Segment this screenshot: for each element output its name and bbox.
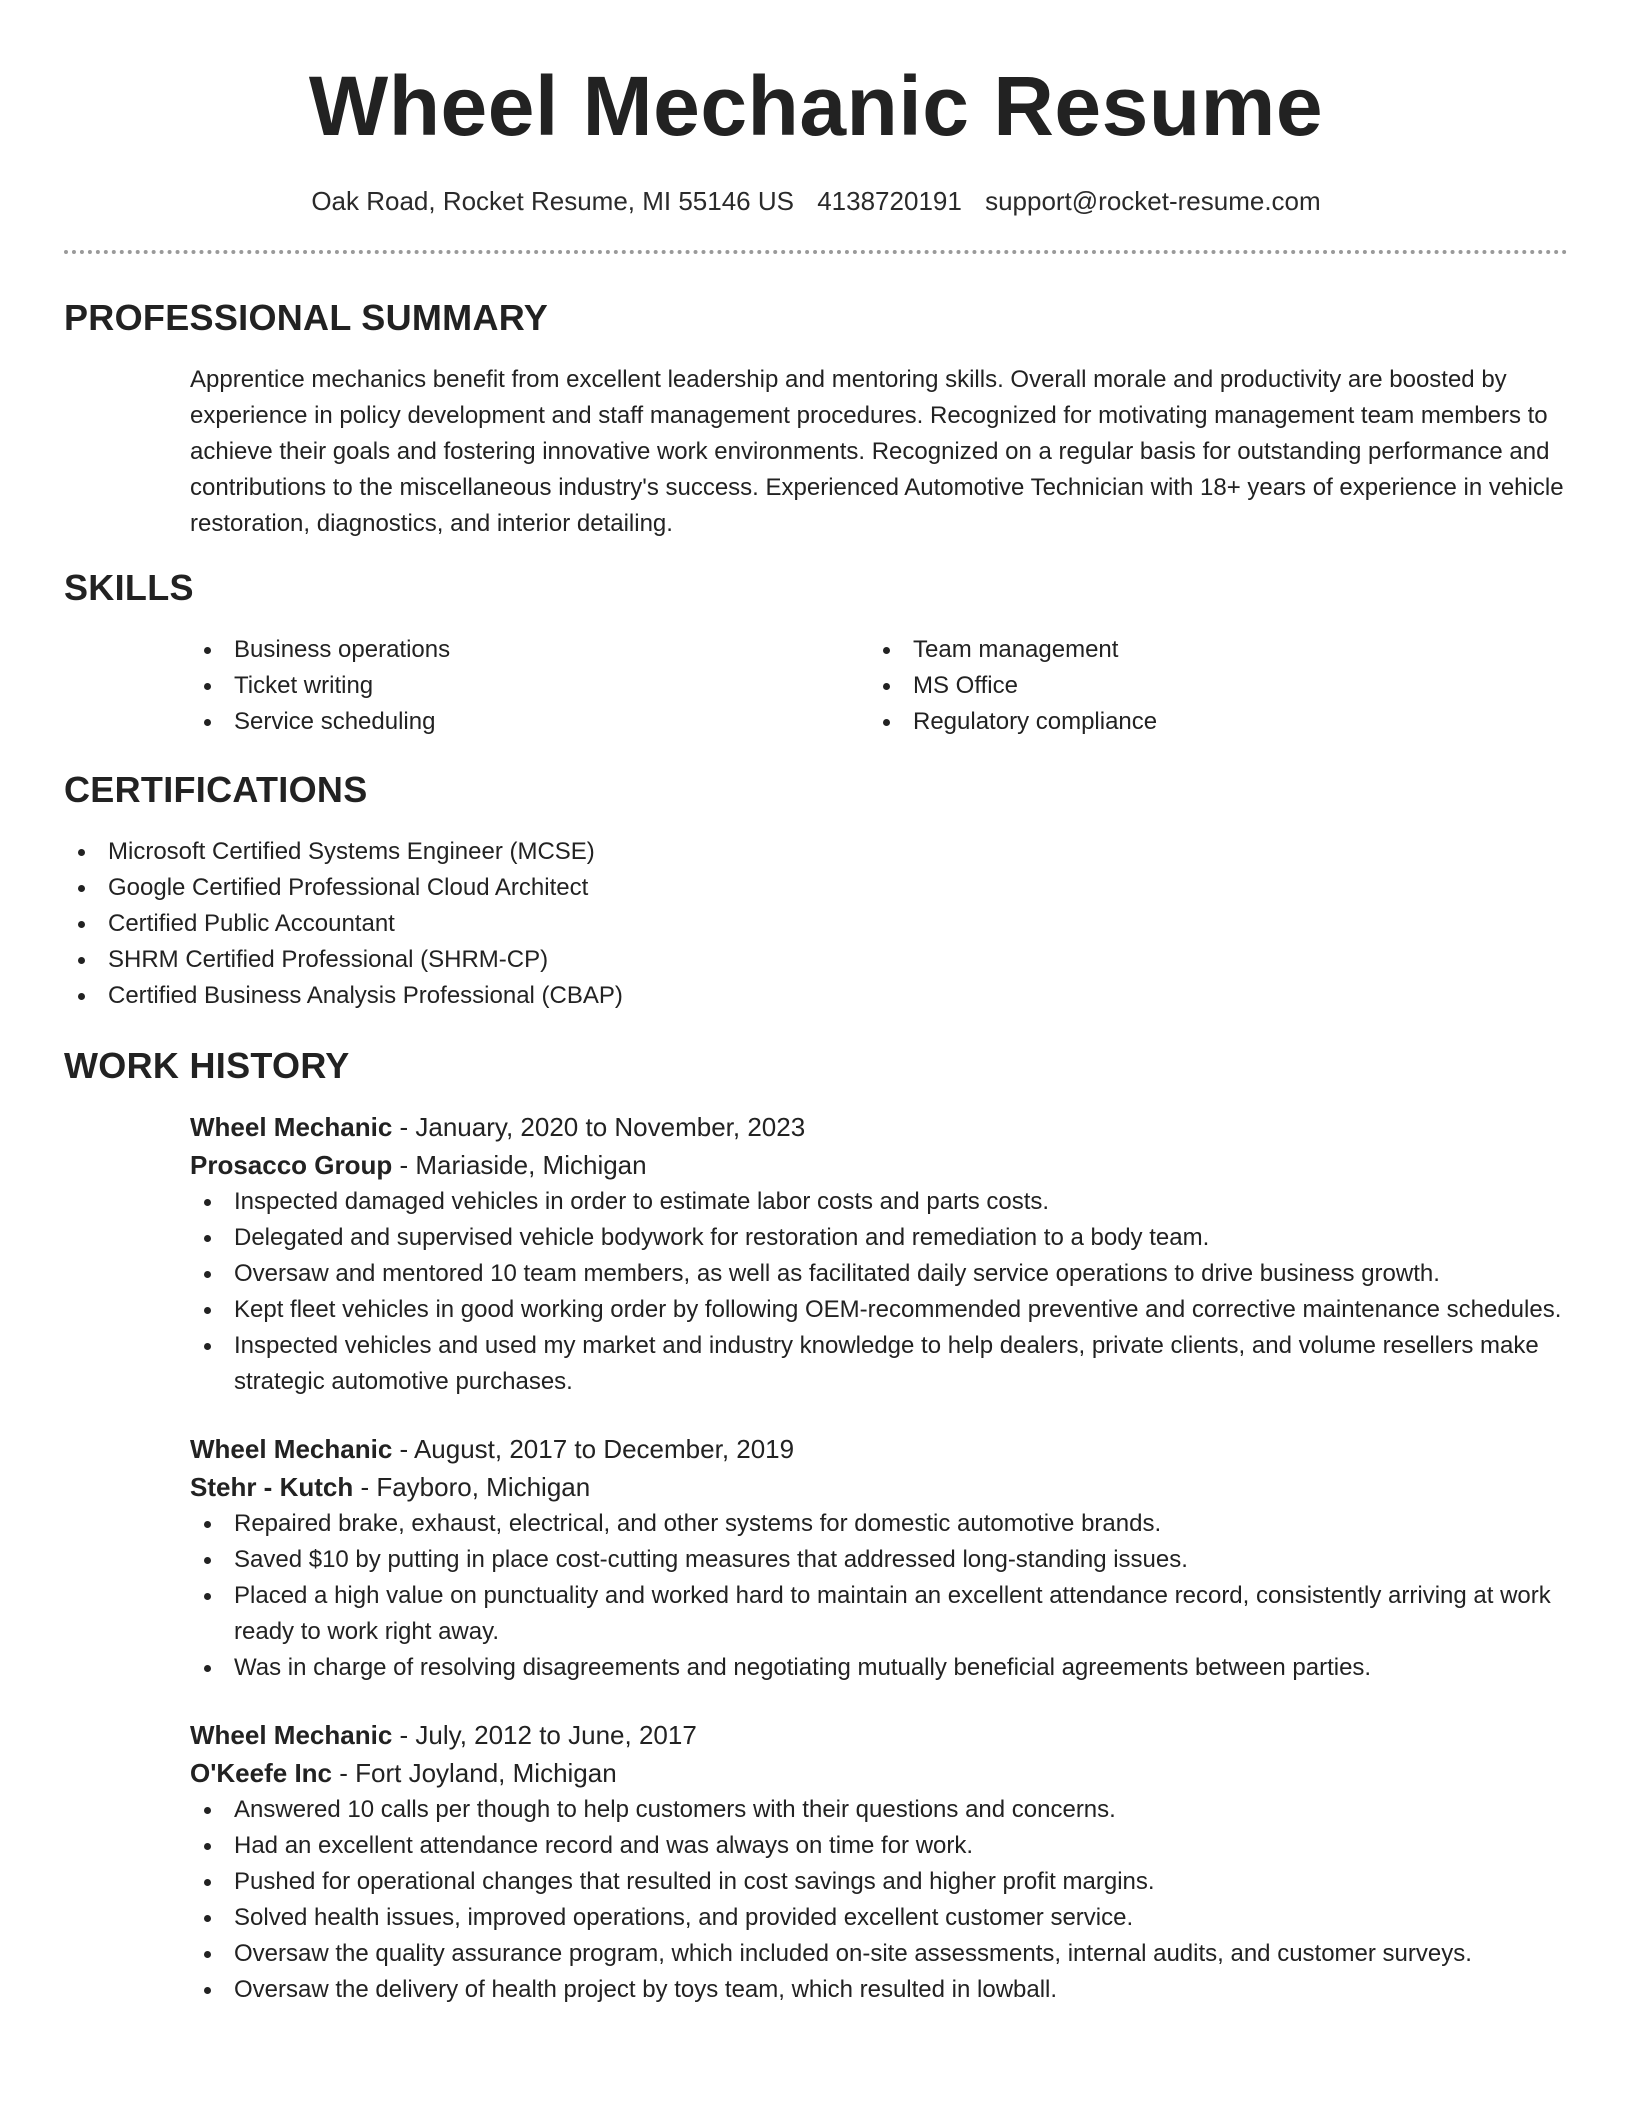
job-bullet: Delegated and supervised vehicle bodywork for restoration and remediation to a body team. <box>190 1220 1568 1256</box>
skill-item: Team management <box>869 632 1548 668</box>
resume-title: Wheel Mechanic Resume <box>308 59 1324 153</box>
jobs-container <box>190 1108 1568 2008</box>
skill-item: Service scheduling <box>190 704 869 740</box>
contact-phone: 4138720191 <box>817 186 962 216</box>
job-entry <box>190 1430 1568 1686</box>
certification-item: Google Certified Professional Cloud Architect <box>64 870 1568 906</box>
skills-column-left <box>190 632 869 740</box>
certifications-heading: CERTIFICATIONS <box>64 769 368 810</box>
skills-section <box>64 566 1568 740</box>
certification-item: Certified Public Accountant <box>64 906 1568 942</box>
job-title: Wheel Mechanic <box>190 1112 393 1142</box>
job-bullet: Had an excellent attendance record and was always on time for work. <box>190 1828 1568 1864</box>
resume-page <box>64 0 1568 2003</box>
certifications-list <box>64 834 1568 1014</box>
job-entry <box>190 1716 1568 2008</box>
certification-item: Microsoft Certified Systems Engineer (MCSE) <box>64 834 1568 870</box>
job-bullet: Answered 10 calls per though to help customers with their questions and concerns. <box>190 1792 1568 1828</box>
job-bullet: Oversaw the quality assurance program, which included on-site assessments, internal audits, and customer surveys. <box>190 1936 1568 1972</box>
job-company-line <box>190 1468 1568 1506</box>
job-bullet: Saved $10 by putting in place cost-cutting measures that addressed long-standing issues. <box>190 1542 1568 1578</box>
job-bullet: Placed a high value on punctuality and worked hard to maintain an excellent attendance record, consistently arriving at work ready to work right away. <box>190 1578 1568 1650</box>
certification-item: SHRM Certified Professional (SHRM-CP) <box>64 942 1568 978</box>
skill-item: Business operations <box>190 632 869 668</box>
job-bullet: Inspected vehicles and used my market and industry knowledge to help dealers, private clients, and volume resellers make strategic automotive purchases. <box>190 1328 1568 1400</box>
job-bullets <box>190 1184 1568 1400</box>
skills-heading: SKILLS <box>64 567 194 608</box>
job-bullets <box>190 1792 1568 2008</box>
contact-address: Oak Road, Rocket Resume, MI 55146 US <box>311 186 794 216</box>
job-dates: - January, 2020 to November, 2023 <box>392 1112 806 1142</box>
job-company: Stehr - Kutch <box>190 1472 354 1502</box>
job-bullets <box>190 1506 1568 1686</box>
job-title: Wheel Mechanic <box>190 1434 393 1464</box>
job-dates: - August, 2017 to December, 2019 <box>392 1434 795 1464</box>
contact-email: support@rocket-resume.com <box>985 186 1321 216</box>
job-title-line <box>190 1108 1568 1146</box>
job-bullet: Pushed for operational changes that resulted in cost savings and higher profit margins. <box>190 1864 1568 1900</box>
skill-item: MS Office <box>869 668 1548 704</box>
job-company-line <box>190 1146 1568 1184</box>
job-entry <box>190 1108 1568 1400</box>
job-company: O'Keefe Inc <box>190 1758 333 1788</box>
header-divider <box>64 250 1568 254</box>
job-company-line <box>190 1754 1568 1792</box>
summary-text: Apprentice mechanics benefit from excellent leadership and mentoring skills. Overall morale and productivity are boosted by experience in policy development and staff management procedures. Recognized for motivating management team members to achieve their goals and fostering innovative work environments. Recognized on a regular basis for outstanding performance and contributions to the miscellaneous industry's success. Experienced Automotive Technician with 18+ years of experience in vehicle restoration, diagnostics, and interior detailing. <box>190 366 1564 537</box>
job-bullet: Repaired brake, exhaust, electrical, and other systems for domestic automotive brands. <box>190 1506 1568 1542</box>
job-bullet: Kept fleet vehicles in good working order by following OEM-recommended preventive and corrective maintenance schedules. <box>190 1292 1568 1328</box>
job-company: Prosacco Group <box>190 1150 393 1180</box>
job-bullet: Oversaw and mentored 10 team members, as well as facilitated daily service operations to drive business growth. <box>190 1256 1568 1292</box>
job-location: - Fort Joyland, Michigan <box>332 1758 617 1788</box>
job-bullet: Oversaw the delivery of health project by toys team, which resulted in lowball. <box>190 1972 1568 2008</box>
job-bullet: Inspected damaged vehicles in order to estimate labor costs and parts costs. <box>190 1184 1568 1220</box>
skill-item: Regulatory compliance <box>869 704 1548 740</box>
job-title: Wheel Mechanic <box>190 1720 393 1750</box>
job-bullet: Was in charge of resolving disagreements and negotiating mutually beneficial agreements between parties. <box>190 1650 1568 1686</box>
job-title-line <box>190 1716 1568 1754</box>
job-location: - Mariaside, Michigan <box>392 1150 647 1180</box>
work-history-section <box>64 1044 1568 2038</box>
certification-item: Certified Business Analysis Professional (CBAP) <box>64 978 1568 1014</box>
summary-heading: PROFESSIONAL SUMMARY <box>64 297 549 338</box>
skills-grid <box>190 632 1568 740</box>
summary-section <box>64 296 1568 542</box>
skills-column-right <box>869 632 1548 740</box>
job-location: - Fayboro, Michigan <box>353 1472 591 1502</box>
certifications-section <box>64 768 1568 1014</box>
job-title-line <box>190 1430 1568 1468</box>
work-history-heading: WORK HISTORY <box>64 1045 350 1086</box>
contact-line <box>64 184 1568 218</box>
job-bullet: Solved health issues, improved operations, and provided excellent customer service. <box>190 1900 1568 1936</box>
skill-item: Ticket writing <box>190 668 869 704</box>
job-dates: - July, 2012 to June, 2017 <box>392 1720 697 1750</box>
